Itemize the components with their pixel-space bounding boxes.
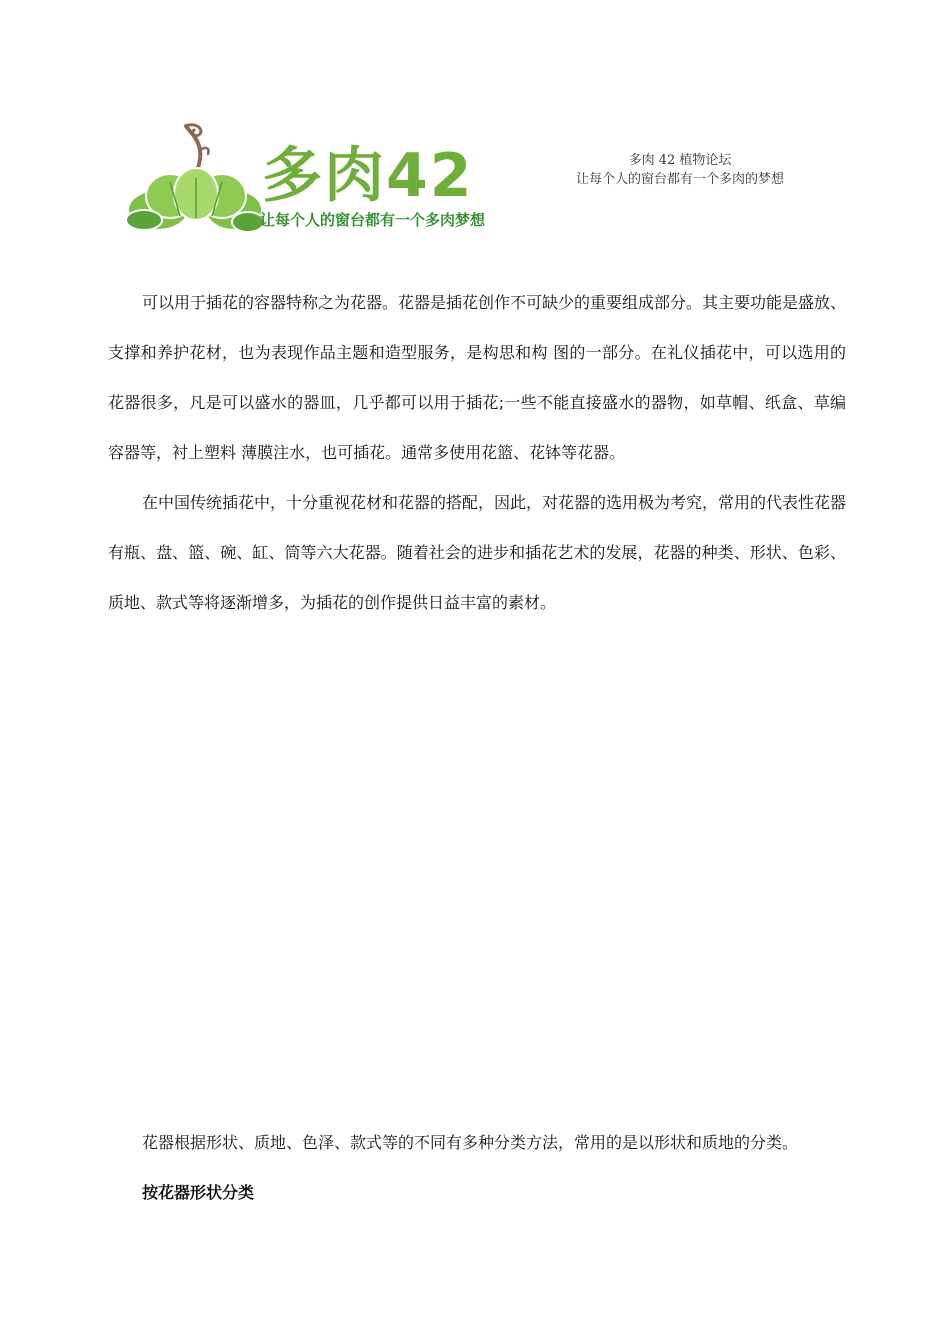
section-heading: 按花器形状分类	[142, 1183, 255, 1202]
site-info	[560, 151, 800, 189]
succulent-logo-icon	[124, 118, 264, 238]
paragraph-classification: 花器根据形状、质地、色泽、款式等的不同有多种分类方法，常用的是以形状和质地的分类。	[142, 1133, 799, 1152]
classification-section	[142, 1118, 842, 1218]
paragraph-intro: 可以用于插花的容器特称之为花器。花器是插花创作不可缺少的重要组成部分。其主要功能是盛放、支撑和养护花材，也为表现作品主题和造型服务，是构思和构 图的一部分。在礼仪插花中，可以选用的花器很多，凡是可以盛水的器皿，几乎都可以用于插花;一些不能直接盛水的器物，如草帽、纸盒、草编容器等，衬上塑料 薄膜注水，也可插花。通常多使用花篮、花钵等花器。	[108, 293, 847, 462]
page-header	[0, 0, 950, 250]
paragraph-tradition: 在中国传统插花中，十分重视花材和花器的搭配，因此，对花器的选用极为考究，常用的代表性花器有瓶、盘、篮、碗、缸、筒等六大花器。随着社会的进步和插花艺术的发展，花器的种类、形状、色彩、质地、款式等将逐渐增多，为插花的创作提供日益丰富的素材。	[108, 493, 847, 612]
logo-brand-text: 多肉42	[262, 141, 474, 211]
site-name: 多肉 42 植物论坛	[628, 153, 732, 168]
site-tagline: 让每个人的窗台都有一个多肉的梦想	[575, 172, 784, 187]
site-logo[interactable]	[124, 118, 486, 238]
logo-slogan: 让每个人的窗台都有一个多肉梦想	[260, 211, 486, 229]
article-body	[108, 278, 846, 628]
